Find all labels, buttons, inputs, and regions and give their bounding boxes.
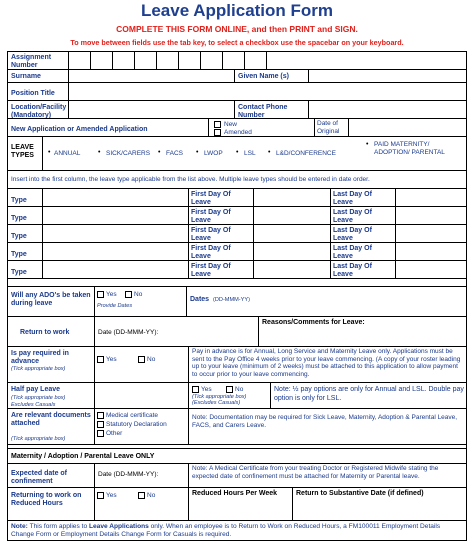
leave-type-input[interactable] — [42, 188, 188, 206]
new-checkbox[interactable] — [214, 121, 221, 128]
leave-type-input[interactable] — [42, 224, 188, 242]
leave-type-lsl: LSL — [244, 150, 256, 157]
reduced-no-label: No — [147, 492, 156, 499]
first-day-label: First Day Of Leave — [191, 227, 231, 242]
half-pay-input[interactable] — [95, 382, 188, 408]
medical-note: Note: A Medical Certificate from your treating Doctor or Registered Midwife stating the expected date of confinement must be attached for Maternity or Parental leave. — [192, 465, 439, 480]
leave-type-label: Type — [11, 233, 27, 240]
expected-date-label: Expected date of confinement — [11, 470, 68, 485]
ado-yes-checkbox[interactable] — [97, 291, 104, 298]
other-document-label: Other — [106, 430, 123, 437]
ado-dates-input[interactable] — [258, 286, 465, 316]
last-day-label: Last Day Of Leave — [333, 209, 372, 224]
expected-date-format: Date (DD-MMM-YY): — [98, 471, 159, 478]
reduced-hours-label: Returning to work on Reduced Hours — [11, 492, 82, 507]
documents-label: Are relevant documents attached — [11, 412, 91, 427]
statutory-declaration-checkbox[interactable] — [97, 421, 104, 428]
leave-type-label: Type — [11, 197, 27, 204]
leave-types-note: Insert into the first column, the leave type applicable from the list above. Multiple leave types should be entered in date order. — [11, 176, 370, 183]
assignment-number-label: Assignment Number — [11, 54, 52, 69]
ado-no-label: No — [134, 291, 143, 298]
half-pay-yes-checkbox[interactable] — [192, 386, 199, 393]
first-day-label: First Day Of Leave — [191, 245, 231, 260]
half-pay-no-label: No — [235, 386, 244, 393]
amended-checkbox[interactable] — [214, 129, 221, 136]
reduced-hours-per-week-label: Reduced Hours Per Week — [192, 490, 278, 497]
advance-label: Is pay required in advance — [11, 350, 69, 365]
footer-note — [11, 523, 463, 539]
advance-yes-label: Yes — [106, 356, 117, 363]
leave-type-sick: SICK/CARERS — [106, 150, 151, 157]
contact-phone-input[interactable] — [309, 100, 465, 118]
assignment-number-input[interactable] — [69, 52, 265, 69]
medical-certificate-checkbox[interactable] — [97, 412, 104, 419]
location-input[interactable] — [69, 100, 234, 118]
contact-phone-label: Contact Phone Number — [238, 104, 288, 119]
leave-type-label: Type — [11, 269, 27, 276]
given-names-input[interactable] — [309, 69, 465, 82]
half-pay-excludes: Excludes Casuals — [11, 402, 56, 408]
first-day-input[interactable] — [253, 206, 328, 224]
half-pay-label: Half pay Leave — [11, 386, 61, 393]
new-label: New — [224, 121, 238, 128]
leave-type-input[interactable] — [42, 242, 188, 260]
first-day-label: First Day Of Leave — [191, 263, 231, 278]
date-of-original-label: Date of Original — [317, 120, 340, 135]
last-day-input[interactable] — [395, 260, 465, 278]
first-day-input[interactable] — [253, 224, 328, 242]
return-date-format: Date (DD-MMM-YY): — [98, 329, 159, 336]
last-day-label: Last Day Of Leave — [333, 227, 372, 242]
advance-no-checkbox[interactable] — [138, 356, 145, 363]
first-day-label: First Day Of Leave — [191, 191, 231, 206]
leave-type-label: Type — [11, 215, 27, 222]
other-document-checkbox[interactable] — [97, 430, 104, 437]
advance-tick: (Tick appropriate box) — [11, 366, 66, 372]
given-names-label: Given Name (s) — [238, 73, 289, 80]
reasons-label: Reasons/Comments for Leave: — [262, 319, 365, 326]
leave-type-lwop: LWOP — [204, 150, 223, 157]
advance-yes-checkbox[interactable] — [97, 356, 104, 363]
position-title-label: Position Title — [11, 90, 55, 97]
last-day-label: Last Day Of Leave — [333, 191, 372, 206]
half-pay-tick2: (Tick appropriate box) — [192, 394, 247, 400]
statutory-declaration-label: Statutory Declaration — [106, 421, 167, 428]
footer-note-part1: This form applies to — [27, 523, 89, 530]
return-date-input[interactable] — [168, 316, 258, 346]
form-instruction: To move between fields use the tab key, to select a checkbox use the spacebar on your keyboard. — [70, 38, 404, 47]
surname-label: Surname — [11, 73, 41, 80]
leave-type-paid-maternity: PAID MATERNITY/ ADOPTION/ PARENTAL — [374, 141, 445, 156]
leave-form: Assignment Number Surname Given Name (s) Position Title Location/Facility (Mandatory) Contact Phone Number New Application or Amended Application New Amended Date of Original LEAVE TYPES • ANNUAL • SICK/CARERS • FACS • LWOP • LSL • L&D/CONFERENCE • PAID MATERNITY/ ADOPTION/ PARENTAL Insert into the first column, the leave type applicable from the list above. Multiple leave types should be entered in date order. Type First Day Of Leave Last Day Of Leave Type First Day Of Leave Last Day Of Leave Type First Day Of Leave Last Day Of Leave Type First Day Of Leave Last Day Of Leave Type First Day Of Leave Last Day Of Leave Will any ADO's be taken during leave Yes No Provide Dates Dates (DD-MMM-YY) Return to work Date (DD-MMM-YY): Reasons/Comments for Leave: Is pay required in advance (Tick appropriate box) Yes No Pay in advance is for Annual, Long Service and Maternity Leave only. Applications must be sent to the Pay Office 4 weeks prior to your leave commencing. (A copy of your roster leading up to your leave (minimum of 2 weeks) must be attached to this application to allow payment to occur prior to your leave commencing. Half pay Leave (Tick appropriate box) Excludes Casuals Yes No (Tick appropriate box) (Excludes Casuals) Note: ½ pay options are only for Annual and LSL. Double pay option is only for LSL. Are relevant documents attached (Tick appropriate box) Medical certificate Statutory Declaration Other Note: Documentation may be required for Sick Leave, Maternity, Adoption & Parental Leave, FACS, and Carers Leave. Maternity / Adoption / Parental Leave ONLY Expected date of confinement Date (DD-MMM-YY): Note: A Medical Certificate from your treating Doctor or Registered Midwife stating the expected date of confinement must be attached for Maternity or Parental leave. Returning to work on Reduced Hours Yes No Reduced Hours Per Week Return to Substantive Date (if defined) Note: This form applies to Leave Applications only. When an employee is to Return to Work on Reduced Hours, a FM100011 Employment Details Change Form or Employment Details Change Form for Casuals is required. — [7, 51, 467, 541]
form-title: Leave Application Form — [140, 1, 334, 20]
half-pay-yes-label: Yes — [201, 386, 212, 393]
maternity-heading: Maternity / Adoption / Parental Leave ONLY — [11, 453, 155, 460]
ado-dates-label: Dates — [190, 296, 210, 303]
half-pay-no-checkbox[interactable] — [226, 386, 233, 393]
first-day-label: First Day Of Leave — [191, 209, 231, 224]
ado-dates-format: (DD-MMM-YY) — [213, 297, 250, 303]
reduced-yes-checkbox[interactable] — [97, 492, 104, 499]
reduced-no-checkbox[interactable] — [138, 492, 145, 499]
leave-type-label: Type — [11, 251, 27, 258]
half-pay-tick: (Tick appropriate box) — [11, 395, 66, 401]
leave-type-input[interactable] — [42, 206, 188, 224]
return-substantive-input[interactable] — [293, 500, 465, 520]
position-title-input[interactable] — [69, 82, 465, 100]
leave-type-annual: ANNUAL — [54, 150, 81, 157]
new-amended-label: New Application or Amended Application — [11, 126, 148, 133]
last-day-input[interactable] — [395, 224, 465, 242]
advance-no-label: No — [147, 356, 156, 363]
surname-input[interactable] — [69, 69, 234, 82]
last-day-label: Last Day Of Leave — [333, 245, 372, 260]
last-day-input[interactable] — [395, 242, 465, 260]
leave-type-ld-conference: L&D/CONFERENCE — [276, 150, 336, 157]
advance-info: Pay in advance is for Annual, Long Service and Maternity Leave only. Applications must be sent to the Pay Office 4 weeks prior to your leave commencing. (A copy of your roster leading up to your leave (minimum of 2 weeks) must be attached to this application to allow payment to occur prior to your leave commencing. — [192, 348, 461, 378]
last-day-label: Last Day Of Leave — [333, 263, 372, 278]
ado-no-checkbox[interactable] — [125, 291, 132, 298]
amended-label: Amended — [224, 129, 252, 136]
return-to-work-label: Return to work — [20, 329, 70, 336]
last-day-input[interactable] — [395, 188, 465, 206]
reduced-yes-label: Yes — [106, 492, 117, 499]
half-pay-excludes2: (Excludes Casuals) — [192, 400, 241, 406]
first-day-input[interactable] — [253, 242, 328, 260]
reasons-input[interactable] — [259, 328, 465, 346]
form-subtitle: COMPLETE THIS FORM ONLINE, and then PRINT and SIGN. — [116, 24, 358, 34]
leave-type-input[interactable] — [42, 260, 188, 278]
documents-info: Note: Documentation may be required for Sick Leave, Maternity, Adoption & Parental Leave, FACS, and Carers Leave. — [192, 414, 458, 429]
first-day-input[interactable] — [253, 188, 328, 206]
ado-provide-dates: Provide Dates — [97, 303, 133, 309]
footer-note-prefix: Note: — [11, 523, 28, 530]
last-day-input[interactable] — [395, 206, 465, 224]
first-day-input[interactable] — [253, 260, 328, 278]
date-of-original-input[interactable] — [349, 118, 465, 136]
ado-yes-label: Yes — [106, 291, 117, 298]
ado-question: Will any ADO's be taken during leave — [11, 292, 91, 307]
documents-tick: (Tick appropriate box) — [11, 436, 66, 442]
location-label: Location/Facility (Mandatory) — [11, 104, 67, 119]
return-substantive-label: Return to Substantive Date (if defined) — [296, 490, 424, 497]
half-pay-info: Note: ½ pay options are only for Annual and LSL. Double pay option is only for LSL. — [274, 386, 464, 402]
footer-note-bold: Leave Applications — [88, 523, 149, 530]
footer-note-part2: only. When an employee is to Return to Work on Reduced Hours, a FM100011 Employment Details Change Form or Employment Details Change Form for Casuals is required. — [11, 523, 441, 538]
leave-types-label: LEAVE TYPES — [11, 144, 34, 159]
leave-type-facs: FACS — [166, 150, 183, 157]
expected-date-input[interactable] — [168, 463, 188, 487]
medical-certificate-label: Medical certificate — [106, 412, 159, 419]
reduced-hours-per-week-input[interactable] — [189, 500, 291, 520]
